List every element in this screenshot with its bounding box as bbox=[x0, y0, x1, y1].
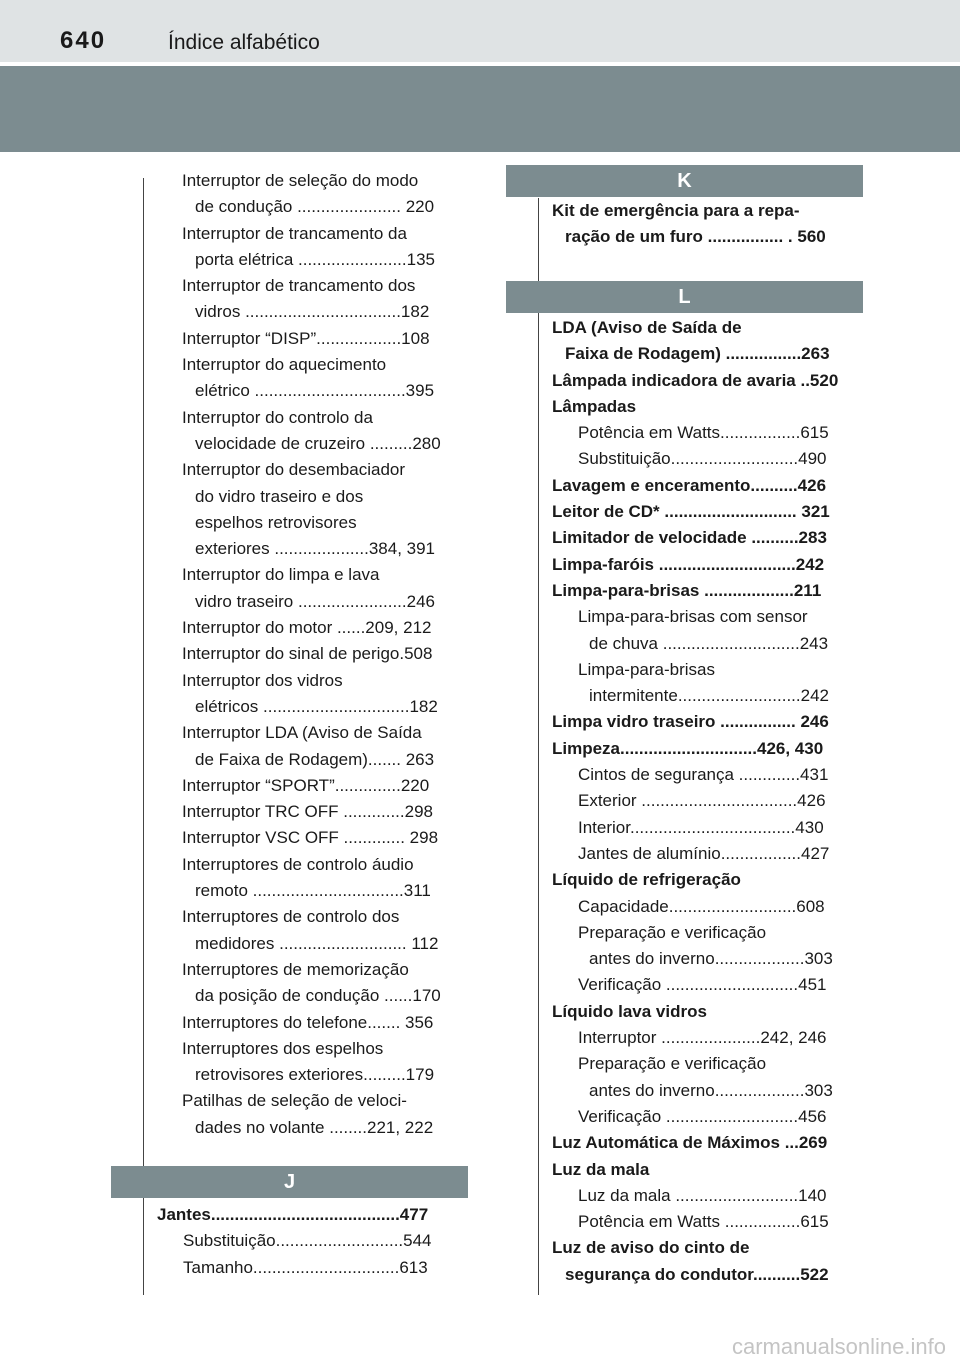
index-entry: Interruptor do desembaciador bbox=[182, 460, 406, 480]
index-entry: Potência em Watts ................615 bbox=[578, 1212, 829, 1232]
index-entry: exteriores ....................384, 391 bbox=[195, 539, 436, 559]
left-column-rule bbox=[143, 178, 144, 1295]
section-letter-j: J bbox=[283, 1171, 296, 1193]
index-entry: Interruptor de trancamento da bbox=[182, 223, 407, 243]
index-entry: velocidade de cruzeiro .........280 bbox=[195, 433, 441, 453]
index-entry: Limitador de velocidade ..........283 bbox=[552, 528, 827, 548]
index-entry: Interruptores de controlo áudio bbox=[182, 854, 414, 874]
index-entry: Interruptor do sinal de perigo.508 bbox=[182, 644, 433, 664]
right-column-rule bbox=[538, 198, 539, 1295]
index-entry: Limpa vidro traseiro ................ 246 bbox=[552, 712, 829, 732]
index-entry: Leitor de CD* ............................ 321 bbox=[552, 502, 830, 522]
index-column-left bbox=[182, 168, 441, 1141]
index-entry: Luz da mala bbox=[552, 1159, 650, 1179]
index-section-l bbox=[552, 315, 838, 1288]
top-header-bar bbox=[0, 0, 960, 62]
index-entry: LDA (Aviso de Saída de bbox=[552, 318, 742, 337]
index-entry: Limpa-faróis .............................242 bbox=[552, 554, 825, 574]
index-entry: Interruptor do controlo da bbox=[182, 407, 373, 427]
index-entry: porta elétrica .......................135 bbox=[195, 249, 435, 269]
index-entry: Limpa-para-brisas ...................211 bbox=[552, 580, 822, 600]
index-entry: Tamanho...............................613 bbox=[183, 1257, 428, 1277]
index-entry: Jantes........................................477 bbox=[157, 1205, 429, 1224]
index-entry: de Faixa de Rodagem)....... 263 bbox=[195, 749, 435, 769]
index-entry: Interruptor .....................242, 246 bbox=[578, 1028, 827, 1048]
section-band-l bbox=[506, 281, 863, 313]
index-entry: Interruptor do limpa e lava bbox=[182, 565, 380, 585]
index-entry: Interruptor dos vidros bbox=[182, 670, 343, 690]
index-entry: Substituição...........................490 bbox=[578, 449, 827, 469]
index-entry: remoto ................................311 bbox=[195, 881, 431, 901]
index-entry: Interruptor de trancamento dos bbox=[182, 276, 416, 296]
index-entry: medidores ........................... 112 bbox=[195, 933, 439, 953]
index-entry: de chuva .............................243 bbox=[589, 633, 829, 653]
index-entry: Interruptores dos espelhos bbox=[182, 1038, 384, 1058]
index-entry: Líquido lava vidros bbox=[552, 1001, 707, 1021]
index-entry: vidro traseiro .......................246 bbox=[195, 591, 435, 611]
index-entry: Interior...................................430 bbox=[578, 817, 824, 837]
index-entry: Interruptor do aquecimento bbox=[182, 355, 387, 375]
section-letter-k: K bbox=[677, 170, 692, 192]
index-entry: espelhos retrovisores bbox=[195, 512, 357, 532]
index-entry: Interruptor LDA (Aviso de Saída bbox=[182, 723, 422, 743]
index-entry: Exterior .................................426 bbox=[578, 791, 826, 811]
section-band-j bbox=[111, 1166, 468, 1198]
watermark-text: carmanualsonline.info bbox=[731, 1334, 946, 1359]
index-entry: antes do inverno...................303 bbox=[589, 949, 833, 969]
index-entry: Interruptor TRC OFF .............298 bbox=[182, 802, 433, 822]
index-entry: Interruptor “SPORT”..............220 bbox=[182, 775, 430, 795]
index-entry: vidros .................................182 bbox=[195, 302, 430, 322]
index-entry: Substituição...........................544 bbox=[183, 1231, 432, 1251]
index-entry: retrovisores exteriores.........179 bbox=[195, 1065, 435, 1085]
index-entry: Luz da mala ..........................140 bbox=[578, 1185, 827, 1205]
index-entry: ração de um furo ................ . 560 bbox=[565, 227, 826, 247]
index-entry: Luz Automática de Máximos ...269 bbox=[552, 1133, 828, 1153]
index-entry: Jantes de alumínio.................427 bbox=[578, 843, 830, 863]
index-entry: Líquido de refrigeração bbox=[552, 870, 741, 890]
index-section-j bbox=[157, 1202, 432, 1281]
index-entry: Limpa-para-brisas com sensor bbox=[578, 607, 808, 627]
index-entry: Kit de emergência para a repa- bbox=[552, 201, 800, 220]
index-entry: Lâmpadas bbox=[552, 396, 637, 416]
index-entry: elétrico ................................395 bbox=[195, 381, 435, 401]
section-band-k bbox=[506, 165, 863, 197]
index-entry: Interruptores de controlo dos bbox=[182, 907, 400, 927]
index-entry: Patilhas de seleção de veloci- bbox=[182, 1091, 407, 1111]
index-entry: do vidro traseiro e dos bbox=[195, 486, 364, 506]
index-entry: antes do inverno...................303 bbox=[589, 1080, 833, 1100]
index-entry: elétricos ...............................182 bbox=[195, 696, 438, 716]
page-number: 640 bbox=[60, 27, 107, 54]
index-entry: de condução ...................... 220 bbox=[195, 197, 435, 217]
index-entry: Faixa de Rodagem) ................263 bbox=[565, 344, 830, 364]
index-entry: Verificação ............................451 bbox=[578, 975, 827, 995]
page-title: Índice alfabético bbox=[168, 31, 320, 54]
index-entry: Preparação e verificação bbox=[578, 922, 767, 942]
index-entry: dades no volante ........221, 222 bbox=[195, 1117, 434, 1137]
index-entry: Cintos de segurança .............431 bbox=[578, 765, 829, 785]
index-entry: Interruptor do motor ......209, 212 bbox=[182, 618, 432, 638]
index-entry: Limpeza.............................426, 430 bbox=[552, 738, 824, 758]
index-entry: Potência em Watts.................615 bbox=[578, 423, 829, 443]
index-entry: Verificação ............................456 bbox=[578, 1106, 827, 1126]
index-entry: Interruptores do telefone....... 356 bbox=[182, 1012, 434, 1032]
index-entry: da posição de condução ......170 bbox=[195, 986, 441, 1006]
header-band bbox=[0, 66, 960, 152]
index-entry: Interruptor VSC OFF ............. 298 bbox=[182, 828, 439, 848]
index-entry: Interruptor “DISP”..................108 bbox=[182, 328, 430, 348]
index-entry: intermitente..........................242 bbox=[589, 686, 829, 706]
index-entry: Capacidade...........................608 bbox=[578, 896, 825, 916]
index-entry: Luz de aviso do cinto de bbox=[552, 1238, 750, 1258]
index-section-k bbox=[552, 198, 826, 251]
index-entry: segurança do condutor..........522 bbox=[565, 1264, 829, 1284]
index-entry: Limpa-para-brisas bbox=[578, 659, 715, 679]
index-entry: Preparação e verificação bbox=[578, 1054, 767, 1074]
index-entry: Lâmpada indicadora de avaria ..520 bbox=[552, 370, 839, 390]
index-entry: Interruptor de seleção do modo bbox=[182, 171, 419, 190]
index-entry: Interruptores de memorização bbox=[182, 959, 409, 979]
index-entry: Lavagem e enceramento..........426 bbox=[552, 475, 827, 495]
section-letter-l: L bbox=[678, 286, 691, 308]
